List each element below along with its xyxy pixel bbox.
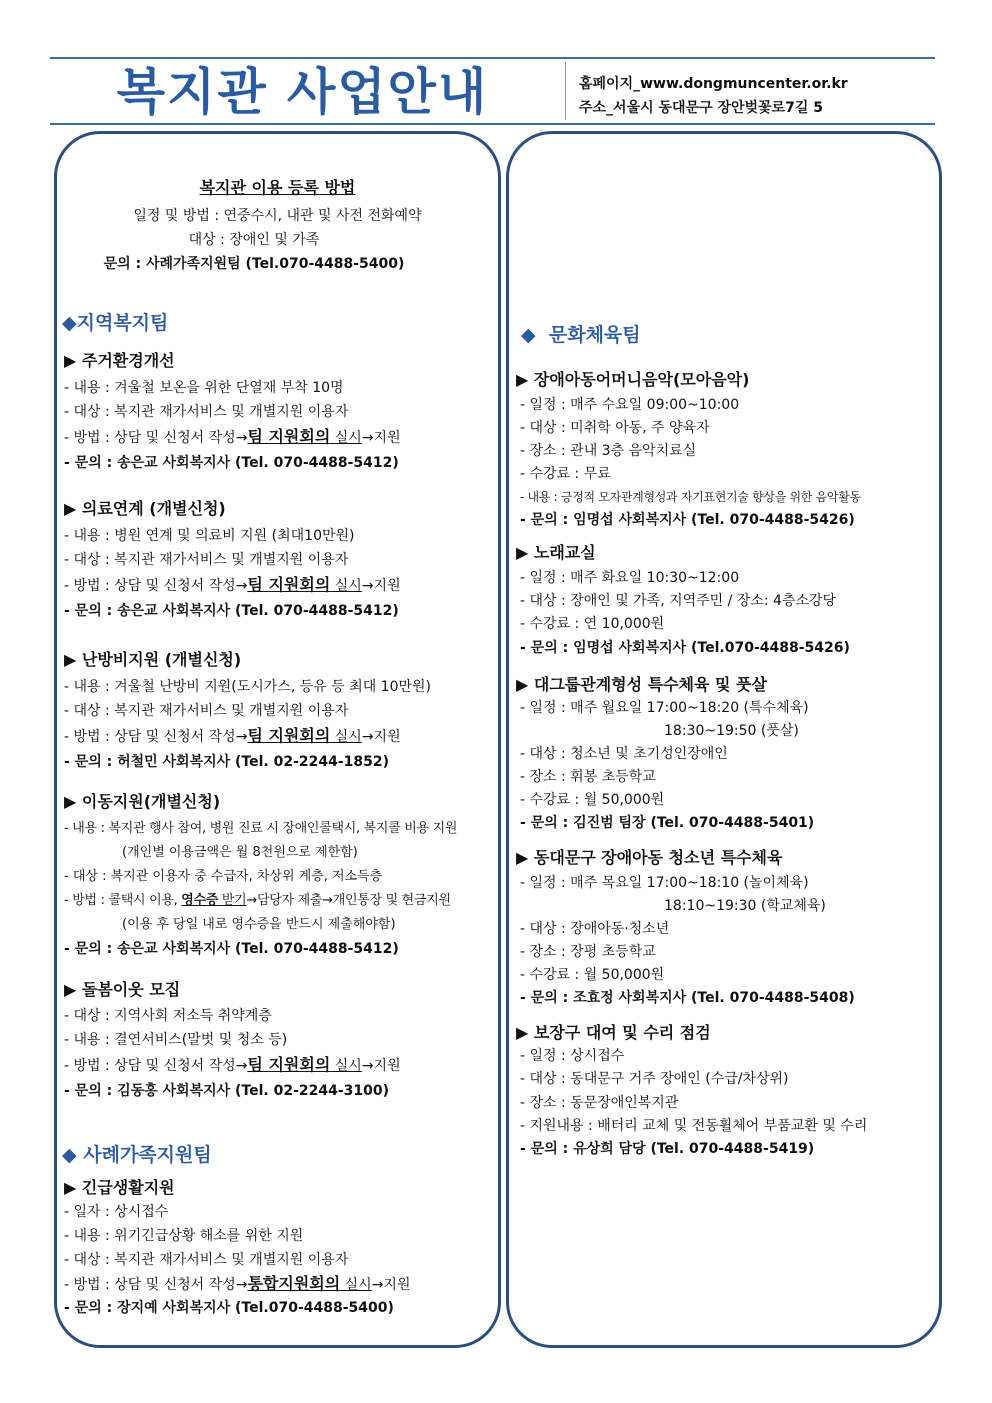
method-run: 실시 [330, 430, 362, 446]
registration-title: 복지관 이용 등록 방법 [199, 178, 356, 197]
method-run: 실시 [330, 1058, 362, 1074]
contact-line: - 문의 : 조효정 사회복지사 (Tel. 070-4488-5408) [520, 990, 855, 1006]
list-item: - 지원내용 : 배터리 교체 및 전동휠체어 부품교환 및 수리 [520, 1118, 868, 1134]
method-end: →지원 [361, 430, 401, 446]
method-meeting: 팀 지원회의 [247, 726, 331, 745]
list-item: - 대상 : 장애아동·청소년 [520, 921, 670, 937]
section-title-heating: ▶ 난방비지원 (개별신청) [64, 650, 242, 669]
list-item: - 대상 : 복지관 재가서비스 및 개별지원 이용자 [64, 552, 349, 568]
list-item: - 대상 : 장애인 및 가족, 지역주민 / 장소: 4층소강당 [520, 593, 837, 609]
method-text: - 방법 : 콜택시 이용, [64, 893, 182, 908]
section-title-youth: ▶ 동대문구 장애아동 청소년 특수체육 [516, 848, 783, 867]
method-run: 실시 [330, 729, 362, 745]
list-item: - 대상 : 복지관 재가서비스 및 개별지원 이용자 [64, 1252, 349, 1268]
list-item-extra-time: 18:10~19:30 (학교체육) [664, 898, 826, 914]
method-meeting: 팀 지원회의 [247, 1055, 331, 1074]
list-item: - 내용 : 결연서비스(말벗 및 청소 등) [64, 1032, 288, 1048]
list-item: - 내용 : 복지관 행사 참여, 병원 진료 시 장애인콜택시, 복지콜 비용 지원 [64, 821, 458, 836]
contact-line: - 문의 : 김동홍 사회복지사 (Tel. 02-2244-3100) [64, 1083, 390, 1099]
list-item: - 수강료 : 월 50,000원 [520, 792, 665, 808]
list-item: - 내용 : 긍정적 모자관계형성과 자기표현기술 향상을 위한 음악활동 [520, 490, 861, 504]
list-item: - 수강료 : 연 10,000원 [520, 616, 665, 632]
list-item-method [64, 892, 451, 910]
list-item: - 내용 : 위기긴급상황 해소를 위한 지원 [64, 1228, 304, 1244]
list-item-method [64, 1056, 401, 1075]
list-item-extra-time: 18:30~19:50 (풋살) [664, 723, 799, 739]
method-text: - 방법 : 상담 및 신청서 작성→ [64, 1277, 248, 1293]
list-item: - 장소 : 관내 3층 음악치료실 [520, 443, 697, 459]
method-end: →지원 [371, 1277, 411, 1293]
team-title: 문화체육팀 [548, 324, 641, 346]
list-item: - 내용 : 병원 연계 및 의료비 지원 (최대10만원) [64, 528, 355, 544]
contact-line: - 문의 : 허철민 사회복지사 (Tel. 02-2244-1852) [64, 754, 390, 770]
list-item: - 일정 : 매주 목요일 17:00~18:10 (놀이체육) [520, 875, 809, 891]
section-title-singing: ▶ 노래교실 [516, 543, 596, 562]
list-item: - 일정 : 매주 월요일 17:00~18:20 (특수체육) [520, 700, 809, 716]
list-item: - 대상 : 동대문구 거주 장애인 (수급/차상위) [520, 1071, 789, 1087]
method-text: - 방법 : 상담 및 신청서 작성→ [64, 578, 248, 594]
list-item-note: (이용 후 당일 내로 영수증을 반드시 제출해야함) [122, 917, 396, 932]
list-item: - 대상 : 복지관 재가서비스 및 개별지원 이용자 [64, 703, 349, 719]
list-item: - 수강료 : 무료 [520, 466, 611, 482]
list-item: - 장소 : 동문장애인복지관 [520, 1095, 679, 1111]
list-item: - 대상 : 복지관 이용자 중 수급자, 차상위 계층, 저소득층 [64, 869, 383, 884]
address-text: 주소_서울시 동대문구 장안벚꽃로7길 5 [579, 100, 823, 116]
diamond-icon: ◆ [521, 324, 536, 346]
list-item: - 대상 : 청소년 및 초기성인장애인 [520, 746, 728, 762]
list-item: - 내용 : 겨울철 난방비 지원(도시가스, 등유 등 최대 10만원) [64, 679, 432, 695]
method-receipt: 영수증 [181, 893, 219, 908]
method-run: 실시 [330, 578, 362, 594]
team-title: 사례가족지원팀 [83, 1144, 212, 1166]
homepage-text: 홈페이지_www.dongmuncenter.or.kr [579, 76, 848, 92]
method-end: →담당자 제출→개인통장 및 현금지원 [246, 893, 451, 908]
method-text: - 방법 : 상담 및 신청서 작성→ [64, 729, 248, 745]
list-item-method [64, 727, 401, 746]
registration-contact: 문의 : 사례가족지원팀 (Tel.070-4488-5400) [103, 256, 405, 272]
contact-line: - 문의 : 임명섭 사회복지사 (Tel.070-4488-5426) [520, 640, 850, 656]
section-title-neighbor: ▶ 돌봄이웃 모집 [64, 980, 181, 999]
list-item: - 내용 : 겨울철 보온을 위한 단열재 부착 10명 [64, 380, 344, 396]
method-receive: 받기 [218, 893, 247, 908]
method-run: 실시 [340, 1277, 372, 1293]
header-bottom-rule [50, 123, 935, 125]
contact-line: - 문의 : 송은교 사회복지사 (Tel. 070-4488-5412) [64, 603, 399, 619]
list-item: - 일정 : 매주 화요일 10:30~12:00 [520, 570, 740, 586]
page-title: 복지관 사업안내 [116, 63, 489, 121]
header-top-rule [50, 57, 935, 59]
contact-line: - 문의 : 장지예 사회복지사 (Tel.070-4488-5400) [64, 1300, 394, 1316]
header-divider [565, 62, 566, 120]
section-title-repair: ▶ 보장구 대여 및 수리 점검 [516, 1023, 711, 1042]
list-item: - 장소 : 장평 초등학교 [520, 944, 656, 960]
contact-line: - 문의 : 임명섭 사회복지사 (Tel. 070-4488-5426) [520, 512, 855, 528]
list-item: - 장소 : 휘봉 초등학교 [520, 769, 656, 785]
list-item-method [64, 576, 401, 595]
registration-target: 대상 : 장애인 및 가족 [188, 232, 320, 248]
section-title-futsal: ▶ 대그룹관계형성 특수체육 및 풋살 [516, 675, 767, 694]
contact-line: - 문의 : 송은교 사회복지사 (Tel. 070-4488-5412) [64, 455, 399, 471]
team-heading-culture-sports [521, 323, 641, 347]
registration-schedule: 일정 및 방법 : 연중수시, 내관 및 사전 전화예약 [133, 208, 422, 224]
diamond-icon: ◆ [62, 1144, 77, 1166]
method-meeting: 통합지원회의 [247, 1274, 341, 1293]
method-end: →지원 [361, 1058, 401, 1074]
method-end: →지원 [361, 578, 401, 594]
list-item: - 일자 : 상시접수 [64, 1204, 169, 1220]
method-end: →지원 [361, 729, 401, 745]
list-item: - 수강료 : 월 50,000원 [520, 967, 665, 983]
list-item: - 대상 : 미취학 아동, 주 양육자 [520, 420, 710, 436]
section-title-medical: ▶ 의료연계 (개별신청) [64, 499, 226, 518]
section-title-music: ▶ 장애아동어머니음악(모아음악) [516, 370, 750, 389]
list-item: - 대상 : 지역사회 저소득 취약계층 [64, 1008, 272, 1024]
list-item: - 일정 : 상시접수 [520, 1048, 625, 1064]
team-title: 지역복지팀 [76, 312, 169, 334]
method-text: - 방법 : 상담 및 신청서 작성→ [64, 430, 248, 446]
list-item-note: (개인별 이용금액은 월 8천원으로 제한함) [122, 845, 358, 860]
list-item: - 일정 : 매주 수요일 09:00~10:00 [520, 397, 740, 413]
list-item-method [64, 1275, 410, 1294]
diamond-icon: ◆ [62, 312, 77, 334]
team-heading-local-welfare [62, 311, 168, 335]
section-title-transport: ▶ 이동지원(개별신청) [64, 792, 221, 811]
section-title-emergency: ▶ 긴급생활지원 [64, 1178, 175, 1197]
section-title-housing: ▶ 주거환경개선 [64, 351, 175, 370]
method-meeting: 팀 지원회의 [247, 427, 331, 446]
contact-line: - 문의 : 송은교 사회복지사 (Tel. 070-4488-5412) [64, 941, 399, 957]
contact-line: - 문의 : 김진범 팀장 (Tel. 070-4488-5401) [520, 815, 815, 831]
method-meeting: 팀 지원회의 [247, 575, 331, 594]
list-item: - 대상 : 복지관 재가서비스 및 개별지원 이용자 [64, 404, 349, 420]
method-text: - 방법 : 상담 및 신청서 작성→ [64, 1058, 248, 1074]
list-item-method [64, 428, 401, 447]
contact-line: - 문의 : 유상희 담당 (Tel. 070-4488-5419) [520, 1141, 815, 1157]
team-heading-case-family [62, 1143, 212, 1167]
